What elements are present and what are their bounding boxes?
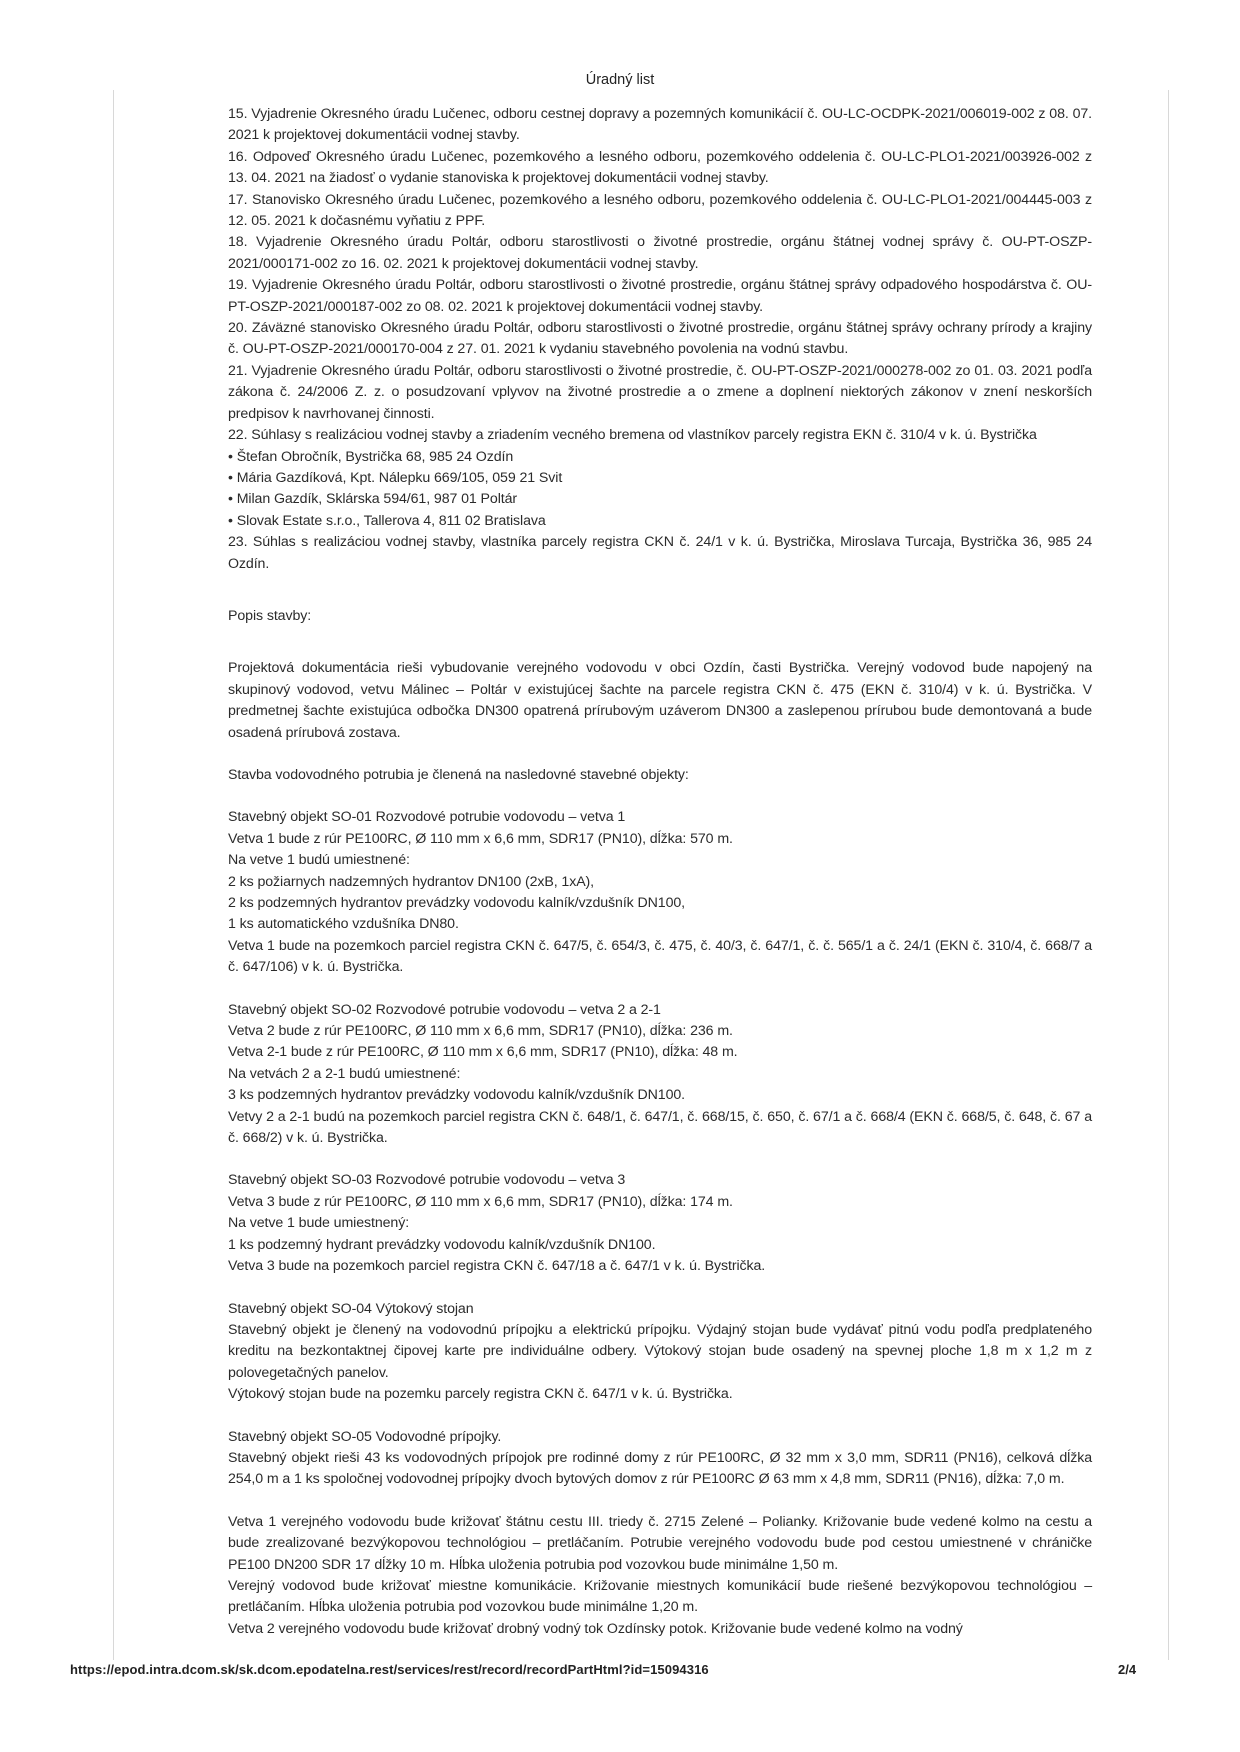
so03-line: Na vetve 1 bude umiestnený: [228,1215,410,1232]
item-17: 17. Stanovisko Okresného úradu Lučenec, pozemkového a lesného odboru, pozemkového oddelenia č. OU-LC-PLO1-2021/004445-003 z 12. 05. 2021 k dočasnému vyňatiu z PPF. [228,191,1092,230]
popis-heading: Popis stavby: [228,607,312,624]
so04-line: Výtokový stojan bude na pozemku parcely registra CKN č. 647/1 v k. ú. Bystrička. [228,1386,733,1403]
so05-line: Stavebný objekt rieši 43 ks vodovodných prípojok pre rodinné domy z rúr PE100RC, Ø 32 mm x 3,0 mm, SDR11 (PN16), celková dĺžka 254,0 m a 1 ks spoločnej vodovodnej prípojky dvoch bytových domov z rúr PE100RC Ø 63 mm x 4,8 mm, SDR11 (PN16), dĺžka: 7,0 m. [228,1449,1092,1488]
item-22: 22. Súhlasy s realizáciou vodnej stavby a zriadením vecného bremena od vlastníkov parcely registra EKN č. 310/4 v k. ú. Bystrička [228,427,1037,444]
item-16: 16. Odpoveď Okresného úradu Lučenec, pozemkového a lesného odboru, pozemkového oddelenia č. OU-LC-PLO1-2021/003926-002 z 13. 04. 2021 na žiadosť o vydanie stanoviska k projektovej dokumentácii vodnej stavby. [228,148,1092,187]
so03-line: Vetva 3 bude na pozemkoch parciel registra CKN č. 647/18 a č. 647/1 v k. ú. Bystrička. [228,1258,766,1275]
so02-line: Na vetvách 2 a 2-1 budú umiestnené: [228,1065,461,1082]
owner-4: • Slovak Estate s.r.o., Tallerova 4, 811 02 Bratislava [228,512,546,529]
so01-line: 1 ks automatického vzdušníka DN80. [228,916,459,933]
so03-line: Vetva 3 bude z rúr PE100RC, Ø 110 mm x 6,6 mm, SDR17 (PN10), dĺžka: 174 m. [228,1193,733,1210]
popis-text: Projektová dokumentácia rieši vybudovanie verejného vodovodu v obci Ozdín, časti Bystrička. Verejný vodovod bude napojený na skupinový vodovod, vetvu Málinec – Poltár v existujúcej šachte na parcele registra CKN č. 475 (EKN č. 310/4) v k. ú. Bystrička. V predmetnej šachte existujúca odbočka DN300 opatrená prírubovým uzáverom DN300 a zaslepenou prírubou bude demontovaná a bude osadená prírubová zostava. [228,660,1092,741]
so05-title: Stavebný objekt SO-05 Vodovodné prípojky. [228,1428,502,1445]
page-title: Úradný list [585,72,655,88]
item-21: 21. Vyjadrenie Okresného úradu Poltár, odboru starostlivosti o životné prostredie, č. OU-PT-OSZP-2021/000278-002 zo 01. 03. 2021 podľa zákona č. 24/2006 Z. z. o posudzovaní vplyvov na životné prostredie a o zmene a doplnení niektorých zákonov v znení neskorších predpisov k navrhovanej činnosti. [228,362,1092,422]
footer-url: https://epod.intra.dcom.sk/sk.dcom.epodatelna.rest/services/rest/record/recordPartHtml?id=15094316 [70,1662,709,1677]
so01-line: 2 ks podzemných hydrantov prevádzky vodovodu kalník/vzdušník DN100, [228,895,686,911]
page-number: 2/4 [1118,1662,1137,1677]
so01-line: Na vetve 1 budú umiestnené: [228,852,410,869]
crossing-paragraph: Vetva 2 verejného vodovodu bude križovať drobný vodný tok Ozdínsky potok. Križovanie bude vedené kolmo na vodný [228,1620,963,1637]
so04-title: Stavebný objekt SO-04 Výtokový stojan [228,1300,474,1317]
item-19: 19. Vyjadrenie Okresného úradu Poltár, odboru starostlivosti o životné prostredie, orgánu štátnej správy odpadového hospodárstva č. OU-PT-OSZP-2021/000187-002 zo 08. 02. 2021 k projektovej dokumentácii vodnej stavby. [228,277,1092,315]
so01-line: Vetva 1 bude z rúr PE100RC, Ø 110 mm x 6,6 mm, SDR17 (PN10), dĺžka: 570 m. [228,830,733,847]
scan-edge-left [113,90,114,1660]
so02-title: Stavebný objekt SO-02 Rozvodové potrubie vodovodu – vetva 2 a 2-1 [228,1001,661,1018]
document-body [228,104,1092,1640]
so01-line: Vetva 1 bude na pozemkoch parciel registra CKN č. 647/5, č. 654/3, č. 475, č. 40/3, č. 647/1, č. č. 565/1 a č. 24/1 (EKN č. 310/4, č. 668/7 a č. 647/106) v k. ú. Bystrička. [228,937,1092,976]
objekty-intro: Stavba vodovodného potrubia je členená na nasledovné stavebné objekty: [228,766,689,783]
so01-line: 2 ks požiarnych nadzemných hydrantov DN100 (2xB, 1xA), [228,873,595,890]
crossing-paragraph: Vetva 1 verejného vodovodu bude križovať štátnu cestu III. triedy č. 2715 Zelené – Polianky. Križovanie bude vedené kolmo na cestu a bude zrealizované bezvýkopovou technológiou – pretláčaním. Potrubie verejného vodovodu bude pod cestou umiestnené v chráničke PE100 DN200 SDR 17 dĺžky 10 m. Hĺbka uloženia potrubia pod vozovkou bude minimálne 1,50 m. [228,1513,1092,1573]
owner-3: • Milan Gazdík, Sklárska 594/61, 987 01 Poltár [228,491,518,508]
item-20: 20. Záväzné stanovisko Okresného úradu Poltár, odboru starostlivosti o životné prostredie, orgánu štátnej správy ochrany prírody a krajiny č. OU-PT-OSZP-2021/000170-004 z 27. 01. 2021 k vydaniu stavebného povolenia na vodnú stavbu. [228,320,1092,358]
so02-line: Vetva 2-1 bude z rúr PE100RC, Ø 110 mm x 6,6 mm, SDR17 (PN10), dĺžka: 48 m. [228,1044,738,1061]
item-23: 23. Súhlas s realizáciou vodnej stavby, vlastníka parcely registra CKN č. 24/1 v k. ú. Bystrička, Miroslava Turcaja, Bystrička 36, 985 24 Ozdín. [228,534,1092,572]
so03-line: 1 ks podzemný hydrant prevádzky vodovodu kalník/vzdušník DN100. [228,1236,656,1253]
owner-2: • Mária Gazdíková, Kpt. Nálepku 669/105, 059 21 Svit [228,469,563,486]
so02-line: Vetva 2 bude z rúr PE100RC, Ø 110 mm x 6,6 mm, SDR17 (PN10), dĺžka: 236 m. [228,1023,733,1040]
item-18: 18. Vyjadrenie Okresného úradu Poltár, odboru starostlivosti o životné prostredie, orgánu štátnej vodnej správy č. OU-PT-OSZP-2021/000171-002 zo 16. 02. 2021 k projektovej dokumentácii vodnej stavby. [228,234,1092,272]
so03-title: Stavebný objekt SO-03 Rozvodové potrubie vodovodu – vetva 3 [228,1172,626,1189]
scan-edge-right [1168,90,1169,1660]
so02-line: Vetvy 2 a 2-1 budú na pozemkoch parciel registra CKN č. 648/1, č. 647/1, č. 668/15, č. 650, č. 67/1 a č. 668/4 (EKN č. 668/5, č. 648, č. 67 a č. 668/2) v k. ú. Bystrička. [228,1108,1092,1147]
so02-line: 3 ks podzemných hydrantov prevádzky vodovodu kalník/vzdušník DN100. [228,1087,686,1104]
so01-title: Stavebný objekt SO-01 Rozvodové potrubie vodovodu – vetva 1 [228,809,626,826]
owner-1: • Štefan Obročník, Bystrička 68, 985 24 Ozdín [228,448,514,465]
so04-line: Stavebný objekt je členený na vodovodnú prípojku a elektrickú prípojku. Výdajný stojan bude vydávať pitnú vodu podľa predplateného kreditu na bezkontaktnej čipovej karte pre individuálne odbery. Výtokový stojan bude osadený na spevnej ploche 1,8 m x 1,2 m z polovegetačných panelov. [228,1321,1092,1381]
item-15: 15. Vyjadrenie Okresného úradu Lučenec, odboru cestnej dopravy a pozemných komunikácií č. OU-LC-OCDPK-2021/006019-002 z 08. 07. 2021 k projektovej dokumentácii vodnej stavby. [228,106,1092,144]
crossing-paragraph: Verejný vodovod bude križovať miestne komunikácie. Križovanie miestnych komunikácií bude riešené bezvýkopovou technológiou – pretláčaním. Hĺbka uloženia potrubia pod vozovkou bude minimálne 1,20 m. [228,1577,1092,1616]
